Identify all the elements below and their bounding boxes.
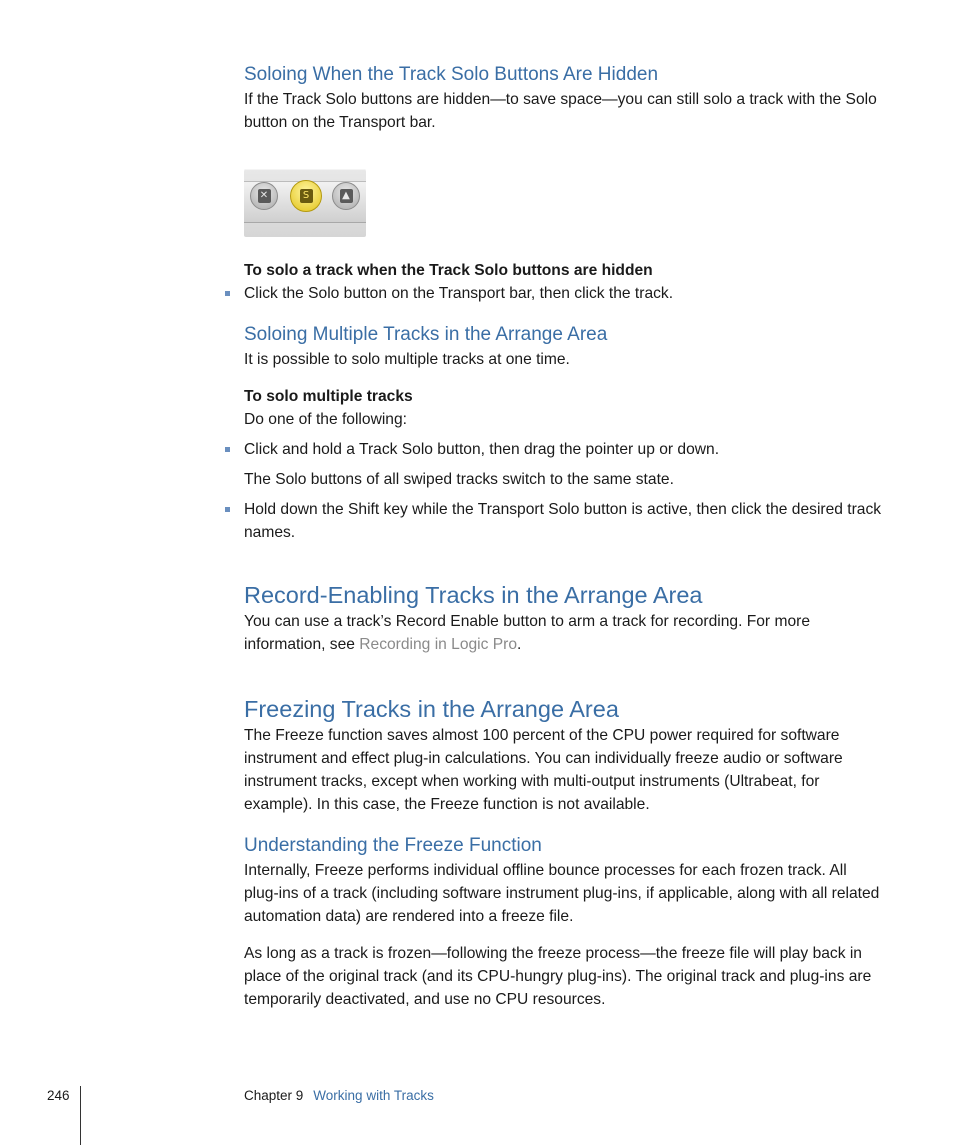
bullet-solo-multiple-2 [244,498,884,544]
footer-rule [80,1086,81,1145]
heading-solo-multiple: Soloing Multiple Tracks in the Arrange Area [244,324,608,345]
body-freezing: The Freeze function saves almost 100 percent of the CPU power required for software instrument and effect plug-in calculations. You can individually freeze audio or software instrument tracks, except when working with multi-output instruments (Ultrabeat, for example). In this case, the Freeze function is not available. [244,727,843,813]
bullet-note: The Solo buttons of all swiped tracks switch to the same state. [244,471,674,488]
solo-icon [290,180,322,212]
transport-bar-image [244,169,366,237]
heading-record-enable: Record-Enabling Tracks in the Arrange Area [244,582,703,608]
heading-solo-hidden: Soloing When the Track Solo Buttons Are Hidden [244,64,659,85]
solo-glyph: S [300,189,313,203]
task-solo-multiple: To solo multiple tracks [244,388,413,405]
heading-freezing: Freezing Tracks in the Arrange Area [244,696,619,722]
bullet-square-icon [225,447,230,452]
body-record-enable [244,610,884,656]
bullet-solo-multiple-1 [244,438,884,461]
mute-icon [250,182,278,210]
body-record-enable-end: . [517,636,522,653]
bullet-square-icon [225,507,230,512]
bullet-solo-hidden [244,282,884,305]
heading-understanding: Understanding the Freeze Function [244,835,542,856]
body-understanding-2: As long as a track is frozen—following the freeze process—the freeze file will play back in place of the original track (and its CPU-hungry plug-ins). The original track and plug-ins are temporarily deactivated, and use no CPU resources. [244,945,872,1008]
bullet-text: Click the Solo button on the Transport bar, then click the track. [244,285,674,302]
bullet-square-icon [225,291,230,296]
body-solo-multiple: It is possible to solo multiple tracks at one time. [244,351,570,368]
intro-solo-multiple: Do one of the following: [244,411,407,428]
body-solo-hidden: If the Track Solo buttons are hidden—to save space—you can still solo a track with the Solo button on the Transport bar. [244,91,877,131]
page-number: 246 [47,1088,70,1103]
bullet-text: Click and hold a Track Solo button, then drag the pointer up or down. [244,441,720,458]
page-content [244,60,884,1011]
body-record-enable-text: You can use a track’s Record Enable button to arm a track for recording. For more information, see [244,613,810,653]
chapter-label: Chapter 9 [244,1088,304,1103]
metronome-icon [332,182,360,210]
recording-link[interactable]: Recording in Logic Pro [359,636,518,653]
body-understanding-1: Internally, Freeze performs individual offline bounce processes for each frozen track. All plug-ins of a track (including software instrument plug-ins, if applicable, along with all related automation data) are rendered into a freeze file. [244,862,880,925]
chapter-title: Working with Tracks [313,1088,434,1103]
task-solo-hidden: To solo a track when the Track Solo buttons are hidden [244,262,653,279]
chapter-footer [244,1087,434,1105]
bullet-text: Hold down the Shift key while the Transport Solo button is active, then click the desired track names. [244,501,882,541]
metronome-glyph: ▲ [340,189,353,203]
mute-glyph: ✕ [258,189,271,203]
